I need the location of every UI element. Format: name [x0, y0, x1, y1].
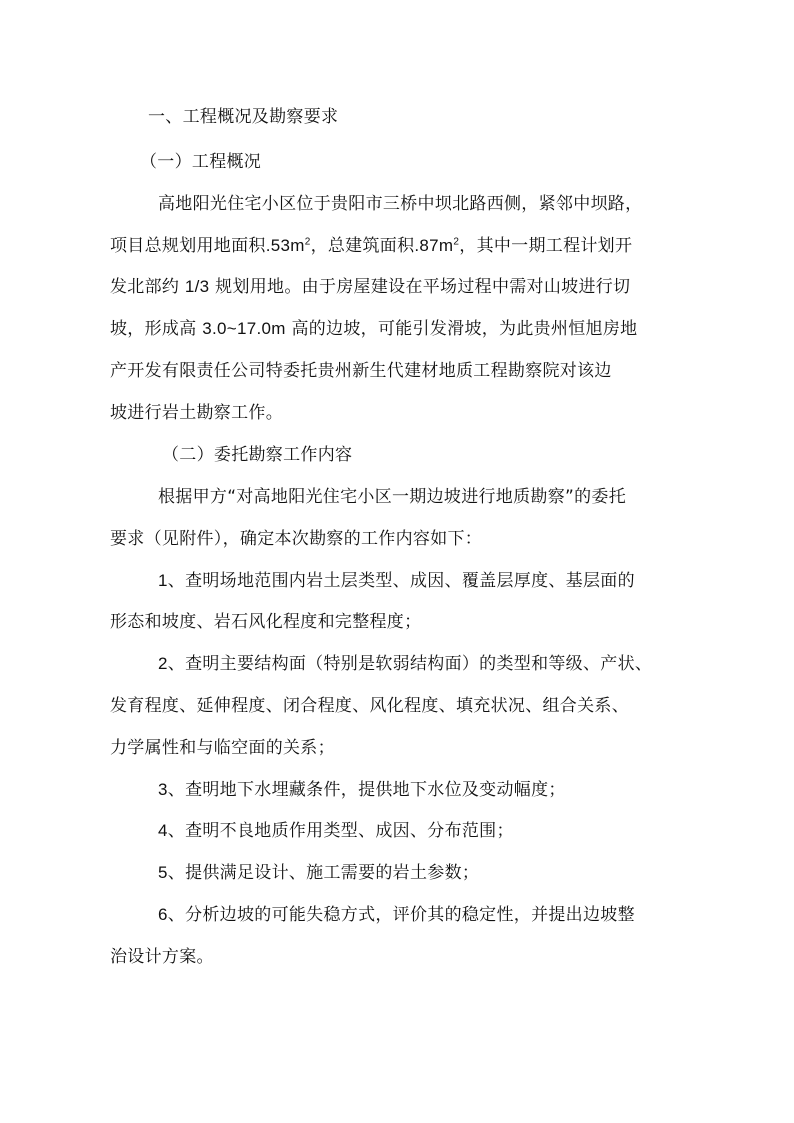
height-range-value: 3.0~17.0m [202, 319, 286, 338]
list-item-6-line-2: 治设计方案。 [110, 947, 214, 967]
list-item-1-line-2: 形态和坡度、岩石风化程度和完整程度； [110, 612, 422, 632]
item-number: 5 [158, 863, 168, 882]
text-span: 坡，形成高 [110, 319, 203, 339]
paragraph-1-line-5: 产开发有限责任公司特委托贵州新生代建材地质工程勘察院对该边 [110, 361, 612, 381]
item-number: 6 [158, 905, 168, 924]
paragraph-2-line-2: 要求（见附件），确定本次勘察的工作内容如下： [110, 529, 483, 549]
list-item-2-line-2: 发育程度、延伸程度、闭合程度、风化程度、填充状况、组合关系、 [110, 696, 629, 716]
text-span: 项目总规划用地面积 [110, 236, 266, 256]
superscript: 2 [304, 236, 311, 248]
heading-1: 一、工程概况及勘察要求 [148, 107, 339, 127]
paragraph-1-line-2 [110, 235, 632, 257]
list-item-1-line-1 [158, 570, 635, 592]
item-number: 1 [158, 571, 168, 590]
list-item-5-line-1 [158, 862, 479, 884]
text-span: 、分析边坡的可能失稳方式，评价其的稳定性，并提出边坡整 [167, 905, 635, 925]
area-value: .87m [414, 236, 454, 255]
text-span: 高的边坡，可能引发滑坡，为此贵州恒旭房地 [285, 319, 638, 339]
text-span: ，其中一期工程计划开 [459, 236, 633, 256]
paragraph-1-line-6: 坡进行岩土勘察工作。 [110, 403, 283, 423]
item-number: 4 [158, 821, 168, 840]
item-number: 2 [158, 654, 168, 673]
text-span: 、查明主要结构面（特别是软弱结构面）的类型和等级、产状、 [167, 654, 653, 674]
text-span: 规划用地。由于房屋建设在平场过程中需对山坡进行切 [209, 277, 631, 297]
list-item-2-line-1 [158, 653, 652, 675]
paragraph-1-line-1: 高地阳光住宅小区位于贵阳市三桥中坝北路西侧，紧邻中坝路， [158, 194, 643, 214]
paragraph-1-line-3 [110, 276, 630, 298]
text-span: 、查明场地范围内岩土层类型、成因、覆盖层厚度、基层面的 [167, 571, 635, 591]
superscript: 2 [453, 236, 460, 248]
text-span: 发北部约 [110, 277, 185, 297]
paragraph-1-line-4 [110, 318, 637, 340]
text-span: ，总建筑面积 [310, 236, 415, 256]
list-item-3-line-1 [158, 779, 566, 801]
text-span: 、提供满足设计、施工需要的岩土参数； [167, 863, 480, 883]
item-number: 3 [158, 780, 168, 799]
text-span: 、查明不良地质作用类型、成因、分布范围； [167, 821, 514, 841]
list-item-2-line-3: 力学属性和与临空面的关系； [110, 738, 335, 758]
area-value: .53m [265, 236, 305, 255]
section-1-title: （一）工程概况 [140, 152, 262, 172]
list-item-6-line-1 [158, 904, 635, 926]
text-span: 、查明地下水埋藏条件，提供地下水位及变动幅度； [167, 780, 566, 800]
section-2-title: （二）委托勘察工作内容 [162, 445, 353, 465]
fraction-value: 1/3 [184, 277, 210, 296]
list-item-4-line-1 [158, 820, 514, 842]
paragraph-2-line-1: 根据甲方“对高地阳光住宅小区一期边坡进行地质勘察”的委托 [158, 487, 627, 507]
